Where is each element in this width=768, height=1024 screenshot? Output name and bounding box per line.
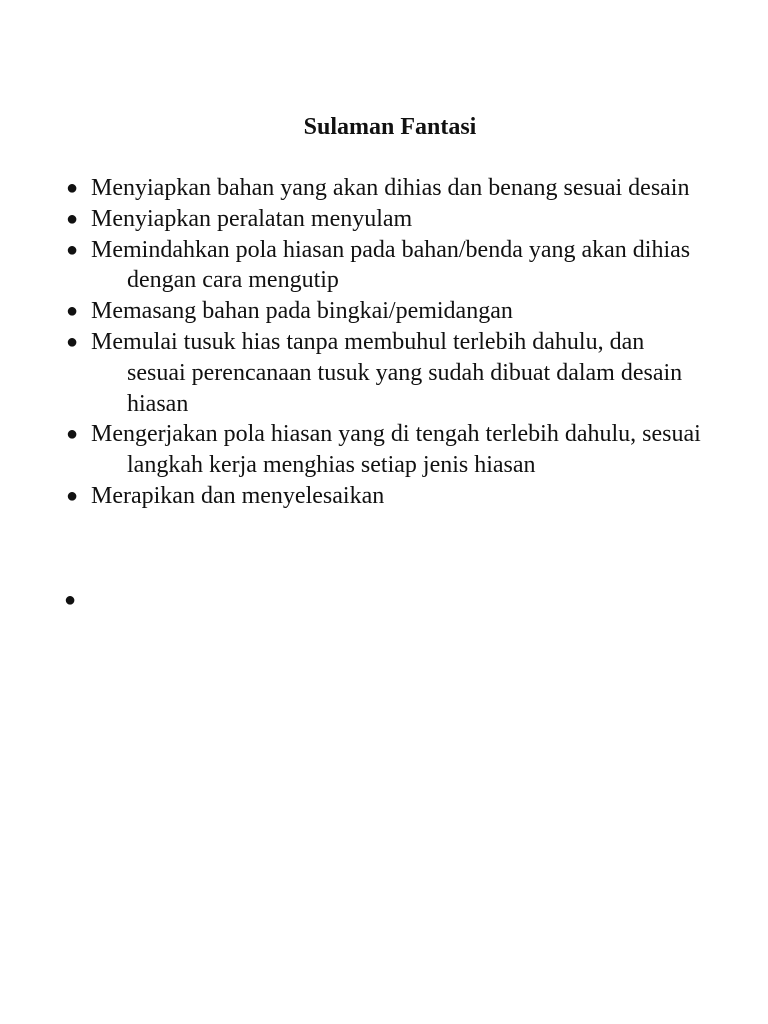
steps-list: [66, 173, 706, 512]
bullet-icon: ●: [66, 423, 79, 446]
bullet-icon: ●: [66, 330, 79, 353]
list-item: [66, 173, 706, 204]
list-item: [66, 235, 706, 297]
bullet-icon: ●: [66, 300, 79, 323]
list-item: [66, 481, 706, 512]
document-title: Sulaman Fantasi: [303, 114, 477, 140]
bullet-icon: ●: [66, 238, 79, 261]
bullet-icon: ●: [66, 177, 79, 199]
bullet-icon: ●: [66, 484, 79, 507]
empty-bullet-icon: ●: [64, 589, 77, 611]
list-item: [66, 419, 706, 481]
list-item: [66, 296, 706, 327]
list-item: [66, 327, 706, 419]
bullet-icon: ●: [66, 207, 79, 230]
list-item-text: Menyiapkan bahan yang akan dihias dan benang sesuai desain: [91, 175, 690, 201]
list-item: [66, 204, 706, 235]
list-item-text: Memasang bahan pada bingkai/pemidangan: [91, 298, 513, 325]
list-item-text: Mengerjakan pola hiasan yang di tengah terlebih dahulu, sesuai langkah kerja menghias setiap jenis hiasan: [91, 421, 701, 479]
list-item-text: Memulai tusuk hias tanpa membuhul terlebih dahulu, dan sesuai perencanaan tusuk yang sudah dibuat dalam desain hiasan: [91, 328, 683, 417]
list-item-text: Menyiapkan peralatan menyulam: [91, 205, 413, 232]
list-item-text: Memindahkan pola hiasan pada bahan/benda yang akan dihias dengan cara mengutip: [91, 236, 691, 294]
list-item-text: Merapikan dan menyelesaikan: [91, 482, 385, 509]
